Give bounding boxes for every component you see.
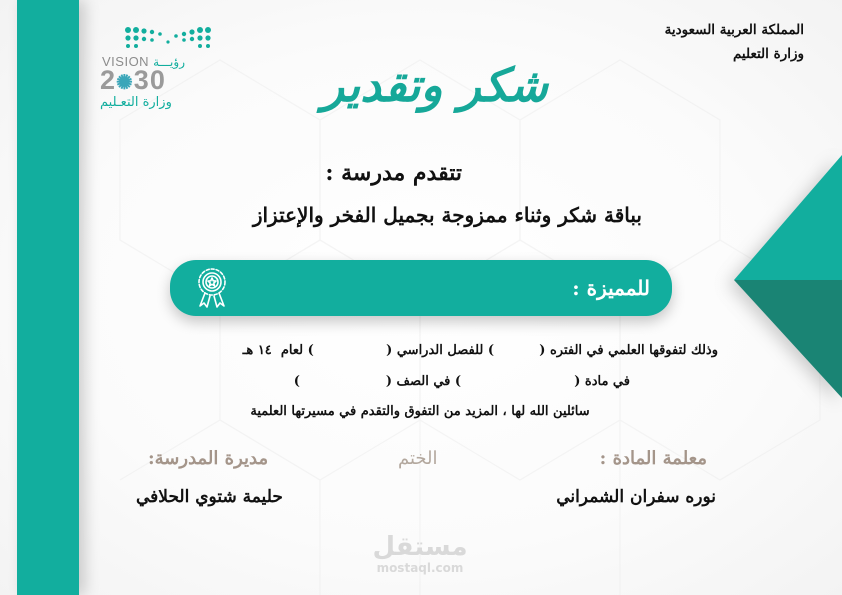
school-line: تتقدم مدرسة :	[325, 160, 462, 186]
logo-ministry-text: وزارة التعـليم	[100, 95, 172, 110]
principal-label: مديرة المدرسة:	[148, 448, 269, 469]
wishes-line: سائلين الله لها ، المزيد من التفوق والتقدم في مسيرتها العلمية	[250, 404, 590, 419]
vision-text: VISION رؤيـــة	[102, 54, 185, 69]
ministry-name: وزارة التعليم	[732, 46, 804, 62]
stamp-label: الختم	[398, 448, 438, 469]
right-accent-triangle	[734, 155, 842, 398]
header-org	[665, 18, 804, 66]
mostaql-watermark: مستقل mostaql.com	[372, 532, 468, 575]
recipient-label: للمميزة :	[572, 276, 650, 300]
subject-line: في مادة ( ) في الصف ( )	[293, 374, 630, 389]
vision-year: 2✺30	[100, 65, 166, 95]
left-accent-bar	[17, 0, 79, 595]
teacher-label: معلمة المادة :	[599, 448, 707, 469]
logo-dots-icon	[124, 26, 214, 50]
palm-emblem-icon: ✺	[116, 72, 134, 94]
certificate-title: شكر وتقدير	[322, 58, 548, 112]
bouquet-line: بباقة شكر وثناء ممزوجة بجميل الفخر والإعتزاز	[252, 203, 642, 227]
reason-line: وذلك لتفوقها العلمي في الفتره ( ) للفصل الدراسي ( ) لعام ١٤ هـ	[242, 343, 718, 358]
award-ribbon-icon	[194, 266, 230, 310]
country-name: المملكة العربية السعودية	[664, 22, 804, 38]
principal-name: حليمة شتوي الحلافي	[136, 487, 283, 507]
recipient-banner	[170, 260, 672, 316]
teacher-name: نوره سفران الشمراني	[556, 487, 716, 507]
vision-2030-ministry-logo	[96, 22, 214, 110]
